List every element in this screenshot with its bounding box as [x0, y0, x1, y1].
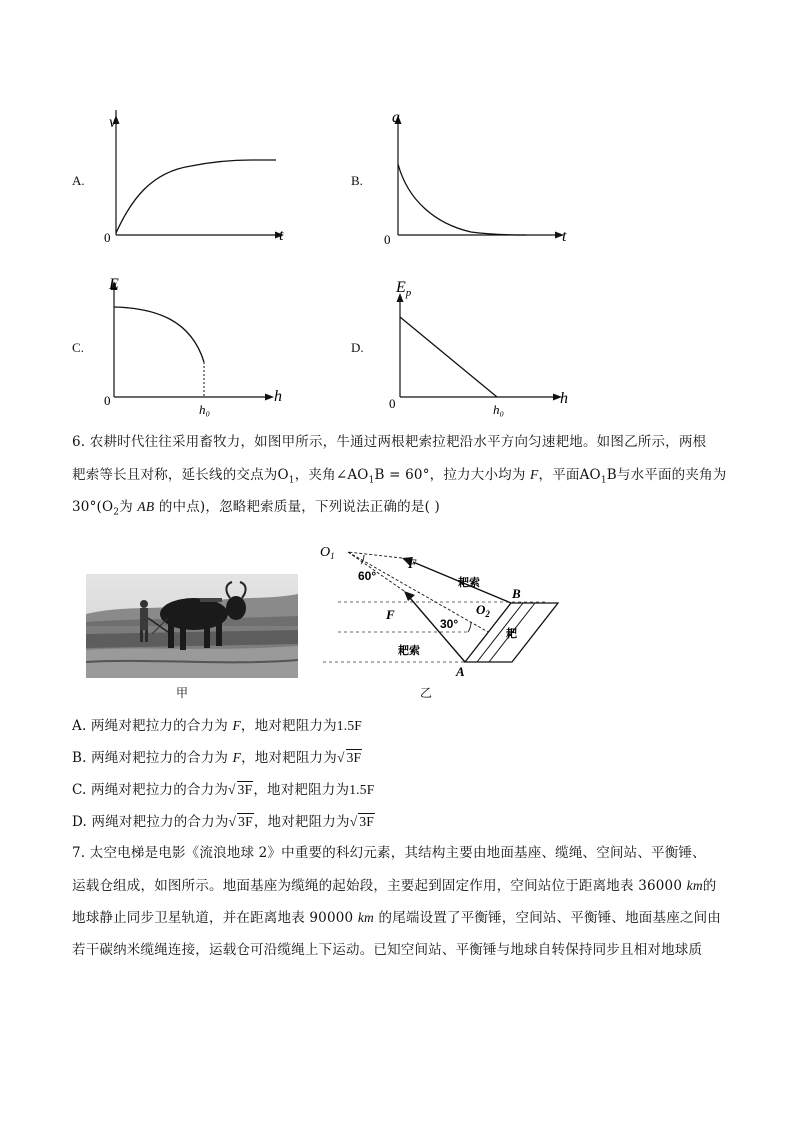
- q6-choice-c[interactable]: C. 两绳对耙拉力的合力为√ 3F，地对耙阻力为1.5F: [72, 782, 375, 798]
- label-rake: 耙: [506, 627, 517, 640]
- graph-d-tick: h₀: [493, 402, 505, 417]
- label-f-mid: F: [386, 607, 395, 622]
- label-angle60: 60°: [358, 569, 377, 583]
- q7-line3: 地球静止同步卫星轨道，并在距离地表 90000 km 的尾端设置了平衡锤，空间站、平衡锤、地面基座之间由: [72, 910, 721, 926]
- diagram-caption: 乙: [420, 686, 433, 700]
- graph-d-xlabel: h: [560, 390, 568, 407]
- q6-choice-b[interactable]: B. 两绳对耙拉力的合力为 F，地对耙阻力为√ 3F: [72, 750, 362, 766]
- q6-line3: $30^\circ(O_2$为 AB 的中点)，忽略耙索质量，下列说法正确的是( ): [72, 499, 441, 518]
- graph-c-origin: 0: [104, 393, 111, 408]
- photo-caption: 甲: [176, 686, 189, 700]
- label-b: B: [512, 586, 521, 601]
- q6-line1: 6. 农耕时代往往采用畜牧力，如图甲所示，牛通过两根耙索拉耙沿水平方向匀速耙地。如图乙所示，两根: [72, 434, 707, 450]
- graph-c: [96, 272, 296, 422]
- graph-d: [376, 272, 576, 422]
- label-rope-bottom: 耙索: [398, 644, 420, 657]
- q7-line1: 7. 太空电梯是电影《流浪地球 2》中重要的科幻元素，其结构主要由地面基座、缆绳、空间站、平衡锤、: [72, 845, 706, 861]
- q7-line2: 运载仓组成，如图所示。地面基座为缆绳的起始段，主要起到固定作用，空间站位于距离地表 36000 km的: [72, 878, 717, 894]
- q6-choice-a[interactable]: A. 两绳对耙拉力的合力为 F，地对耙阻力为1.5F: [72, 718, 362, 734]
- option-b-label: B.: [351, 173, 363, 188]
- graph-b-ylabel: a: [392, 109, 400, 126]
- label-o2: $O_2$: [476, 602, 490, 619]
- graph-c-ylabel: E: [109, 276, 119, 293]
- q6-line2: 耙索等长且对称，延长线的交点为$O_1$，夹角$\angle AO_1B = 60^\circ$，拉力大小均为 F，平面$AO_1B$与水平面的夹角为: [72, 467, 727, 486]
- label-angle30: 30°: [440, 617, 459, 631]
- label-o1: $O_1$: [320, 545, 335, 561]
- graph-a-ylabel: v: [109, 114, 117, 131]
- plow-diagram: [318, 540, 568, 680]
- graph-b-xlabel: t: [562, 228, 567, 245]
- q6-choice-d[interactable]: D. 两绳对耙拉力的合力为√ 3F，地对耙阻力为√ 3F: [72, 814, 374, 830]
- graph-c-xlabel: h: [274, 388, 282, 405]
- graph-a-origin: 0: [104, 230, 111, 245]
- graph-b-origin: 0: [384, 232, 391, 247]
- ox-plowing-photo: [86, 574, 298, 678]
- graph-d-origin: 0: [389, 396, 396, 411]
- q7-line4: 若干碳纳米缆绳连接，运载仓可沿缆绳上下运动。已知空间站、平衡锤与地球自转保持同步且相对地球质: [72, 942, 703, 958]
- graph-a: [96, 110, 296, 250]
- label-rope-top: 耙索: [458, 576, 480, 589]
- graph-d-ylabel: $E_p$: [396, 279, 412, 299]
- graph-c-tick: h₀: [199, 402, 211, 417]
- label-f-top: F: [408, 556, 417, 571]
- option-c-label: C.: [72, 340, 84, 355]
- option-a-label: A.: [72, 173, 85, 188]
- graph-a-xlabel: t: [279, 227, 284, 244]
- option-d-label: D.: [351, 340, 364, 355]
- graph-b: [376, 106, 576, 250]
- label-a: A: [456, 664, 465, 679]
